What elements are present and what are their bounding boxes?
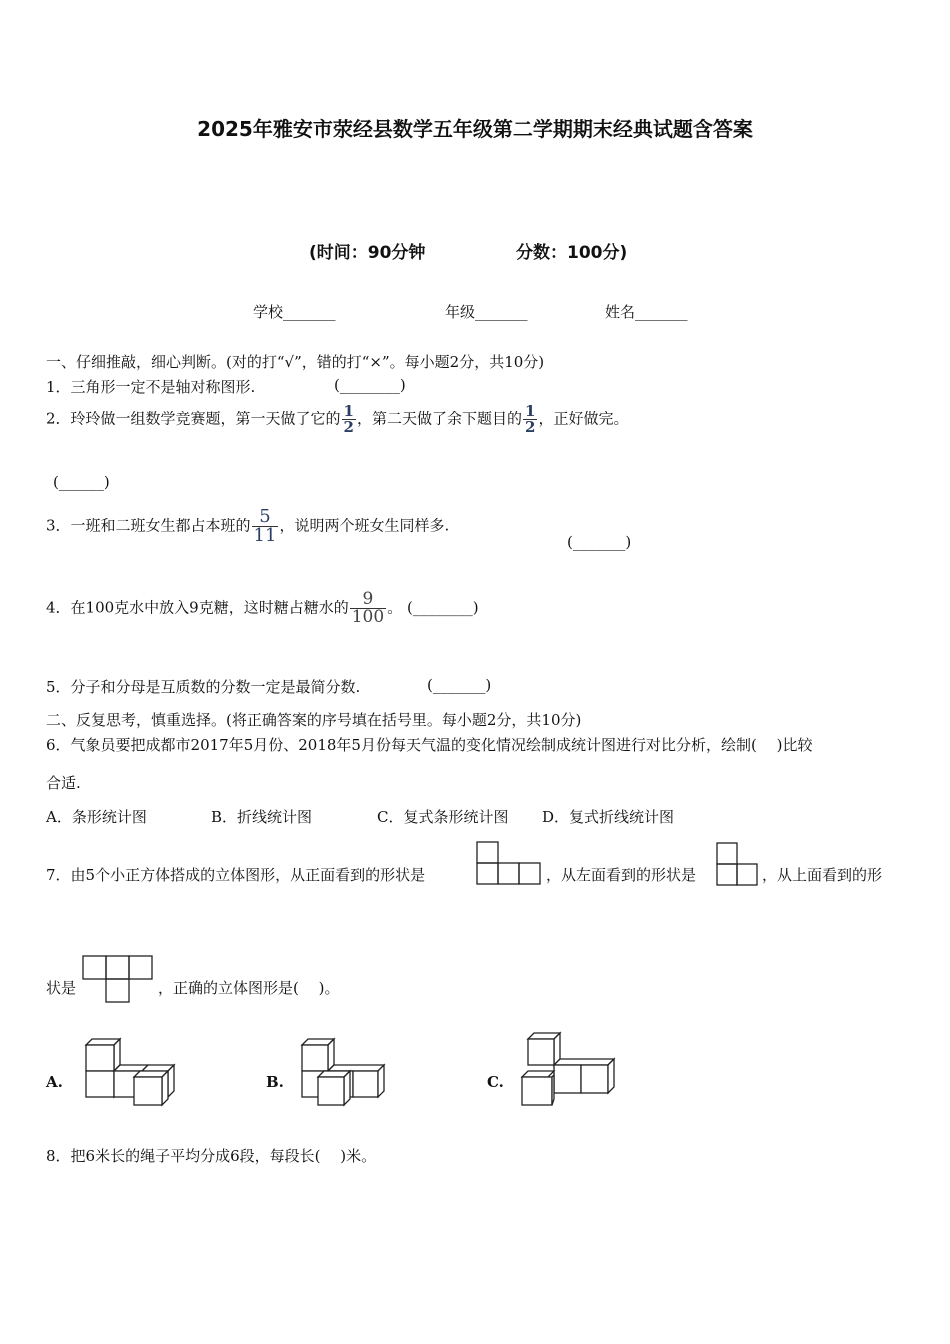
front-view-figure	[476, 841, 542, 885]
q4-before: 4．在100克水中放入9克糖，这时糖占糖水的	[46, 598, 349, 617]
q6-option-b[interactable]: B．折线统计图	[211, 808, 313, 826]
q1-text: 1．三角形一定不是轴对称图形.	[46, 378, 256, 396]
q1-answer[interactable]: (________)	[334, 376, 406, 394]
q4-after[interactable]: 。 (________)	[387, 598, 479, 617]
q3-fraction: $\frac{5}{11}$	[253, 506, 277, 546]
q2-line	[46, 404, 628, 435]
q6-line1: 6．气象员要把成都市2017年5月份、2018年5月份每天气温的变化情况绘制成统计图进行对比分析，绘制( )比较	[46, 736, 813, 754]
q2-after: ，正好做完。	[538, 409, 629, 428]
school-field[interactable]: 学校_______	[253, 303, 336, 321]
q4-fraction: $\frac{9}{100}$	[351, 589, 385, 627]
q7-option-c-figure[interactable]	[518, 1035, 622, 1115]
q7-line2a: 状是	[46, 979, 77, 997]
top-view-figure	[82, 955, 154, 1005]
q6-line2: 合适.	[46, 774, 81, 792]
q7-part1: 7．由5个小正方体搭成的立体图形，从正面看到的形状是	[46, 866, 426, 884]
exam-time: (时间：90分钟	[309, 243, 426, 263]
q2-before: 2．玲玲做一组数学竞赛题，第一天做了它的	[46, 409, 341, 428]
q7-part2: ，从左面看到的形状是	[546, 866, 697, 884]
q7-option-b-figure[interactable]	[298, 1035, 398, 1115]
left-view-figure	[716, 842, 760, 886]
q3-after: ，说明两个班女生同样多.	[279, 516, 450, 535]
q7-option-b-label[interactable]: B.	[266, 1073, 284, 1091]
q8-text: 8．把6米长的绳子平均分成6段，每段长( )米。	[46, 1147, 377, 1165]
q6-option-d[interactable]: D．复式折线统计图	[542, 808, 675, 826]
exam-score: 分数：100分)	[516, 243, 628, 263]
q6-option-a[interactable]: A．条形统计图	[46, 808, 147, 826]
page-title: 2025年雅安市荥经县数学五年级第二学期期末经典试题含答案	[197, 117, 753, 141]
q3-before: 3．一班和二班女生都占本班的	[46, 516, 251, 535]
q4-line	[46, 591, 479, 626]
q5-answer[interactable]: (_______)	[427, 676, 492, 694]
grade-field[interactable]: 年级_______	[445, 303, 528, 321]
q6-option-c[interactable]: C．复式条形统计图	[377, 808, 509, 826]
q7-option-c-label[interactable]: C.	[487, 1073, 504, 1091]
name-field[interactable]: 姓名_______	[605, 303, 688, 321]
q7-part3: ，从上面看到的形	[762, 866, 883, 884]
q2-fraction-1: $\frac{1}{2}$	[343, 402, 354, 436]
q3-answer[interactable]: (_______)	[567, 533, 632, 551]
section2-heading: 二、反复思考，慎重选择。(将正确答案的序号填在括号里。每小题2分，共10分)	[46, 711, 582, 729]
q2-mid: ，第二天做了余下题目的	[356, 409, 522, 428]
section1-heading: 一、仔细推敲，细心判断。(对的打“√”，错的打“×”。每小题2分，共10分)	[46, 353, 545, 371]
q2-fraction-2: $\frac{1}{2}$	[525, 402, 536, 436]
q7-option-a-label[interactable]: A.	[46, 1073, 63, 1091]
q3-line	[46, 508, 449, 545]
q7-line2b: ，正确的立体图形是( )。	[158, 979, 340, 997]
q2-answer[interactable]: (______)	[53, 473, 110, 491]
q5-text: 5．分子和分母是互质数的分数一定是最简分数.	[46, 678, 361, 696]
q7-option-a-figure[interactable]	[82, 1035, 182, 1115]
